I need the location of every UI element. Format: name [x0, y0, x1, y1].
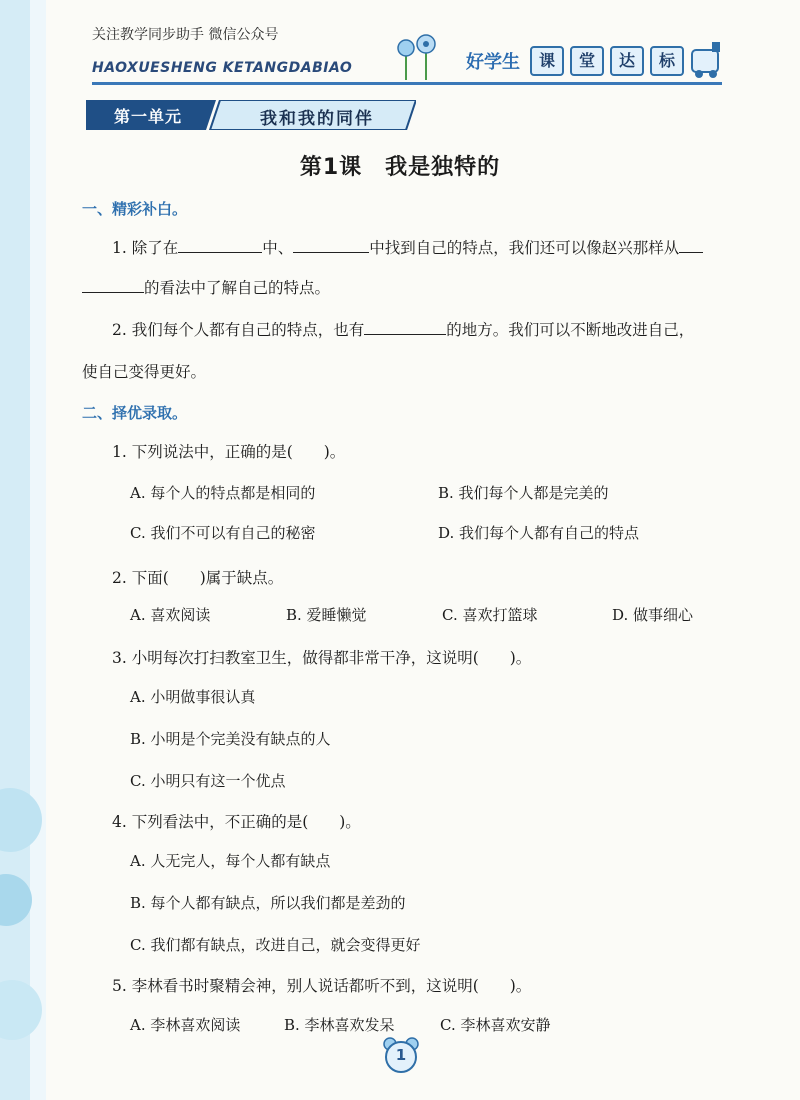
series-brand-title: 好学生 — [466, 52, 520, 73]
section-heading-fill-blank: 一、精彩补白。 — [82, 200, 188, 218]
watermark-text: 关注教学同步助手 微信公众号 — [92, 27, 279, 43]
fill-question-2-line-2: 使自己变得更好。 — [82, 363, 207, 381]
choice-option[interactable]: B. 李林喜欢发呆 — [284, 1016, 395, 1034]
choice-question-4-stem: 4. 下列看法中，不正确的是( )。 — [112, 813, 361, 831]
train-car-1: 课 — [530, 46, 564, 76]
unit-number: 第一单元 — [113, 107, 182, 126]
flower-decoration-icon — [392, 34, 442, 80]
answer-blank[interactable] — [178, 238, 262, 253]
choice-option[interactable]: C. 李林喜欢安静 — [440, 1016, 551, 1034]
answer-blank[interactable] — [679, 238, 703, 253]
choice-option[interactable]: D. 做事细心 — [612, 606, 694, 624]
q1-mid2: 中找到自己的特点，我们还可以像赵兴那样从 — [369, 239, 680, 257]
section-heading-multiple-choice: 二、择优录取。 — [82, 404, 188, 422]
train-car-3: 达 — [610, 46, 644, 76]
q1-suffix: 的看法中了解自己的特点。 — [144, 279, 331, 297]
choice-option[interactable]: B. 爱睡懒觉 — [286, 606, 367, 624]
choice-question-2-stem: 2. 下面( )属于缺点。 — [112, 569, 284, 587]
unit-name: 我和我的同伴 — [260, 109, 374, 129]
choice-option[interactable]: B. 我们每个人都是完美的 — [438, 484, 609, 502]
choice-option[interactable]: B. 小明是个完美没有缺点的人 — [130, 730, 331, 748]
choice-question-3-stem: 3. 小明每次打扫教室卫生，做得都非常干净，这说明( )。 — [112, 649, 532, 667]
choice-option[interactable]: A. 每个人的特点都是相同的 — [130, 484, 316, 502]
train-engine-icon — [688, 40, 728, 80]
page-number: 1 — [395, 1046, 407, 1064]
choice-option[interactable]: A. 喜欢阅读 — [130, 606, 211, 624]
choice-question-5-stem: 5. 李林看书时聚精会神，别人说话都听不到，这说明( )。 — [112, 977, 532, 995]
header-rule — [92, 82, 722, 85]
fill-question-1-line-1 — [112, 236, 703, 258]
q2-suffix: 的地方。我们可以不断地改进自己， — [446, 321, 695, 339]
choice-option[interactable]: A. 人无完人，每个人都有缺点 — [130, 852, 331, 870]
q2-prefix: 2. 我们每个人都有自己的特点，也有 — [112, 321, 365, 339]
train-car-2: 堂 — [570, 46, 604, 76]
choice-option[interactable]: A. 小明做事很认真 — [130, 688, 256, 706]
answer-blank[interactable] — [82, 278, 144, 293]
choice-option[interactable]: C. 喜欢打篮球 — [442, 606, 538, 624]
choice-option[interactable]: C. 我们都有缺点，改进自己，就会变得更好 — [130, 936, 421, 954]
q1-prefix: 1. 除了在 — [112, 239, 179, 257]
answer-blank[interactable] — [364, 320, 446, 335]
series-brand-pinyin: HAOXUESHENG KETANGDABIAO — [92, 60, 353, 76]
choice-option[interactable]: A. 李林喜欢阅读 — [130, 1016, 241, 1034]
fill-question-1-line-2 — [82, 276, 330, 298]
choice-option[interactable]: D. 我们每个人都有自己的特点 — [438, 524, 640, 542]
fill-question-2-line-1 — [112, 318, 694, 340]
answer-blank[interactable] — [293, 238, 369, 253]
choice-option[interactable]: C. 小明只有这一个优点 — [130, 772, 286, 790]
choice-option[interactable]: C. 我们不可以有自己的秘密 — [130, 524, 316, 542]
choice-option[interactable]: B. 每个人都有缺点，所以我们都是差劲的 — [130, 894, 406, 912]
q1-mid1: 中、 — [262, 239, 294, 257]
train-car-4: 标 — [650, 46, 684, 76]
lesson-title: 第1课 我是独特的 — [299, 155, 501, 180]
choice-question-1-stem: 1. 下列说法中，正确的是( )。 — [112, 443, 346, 461]
